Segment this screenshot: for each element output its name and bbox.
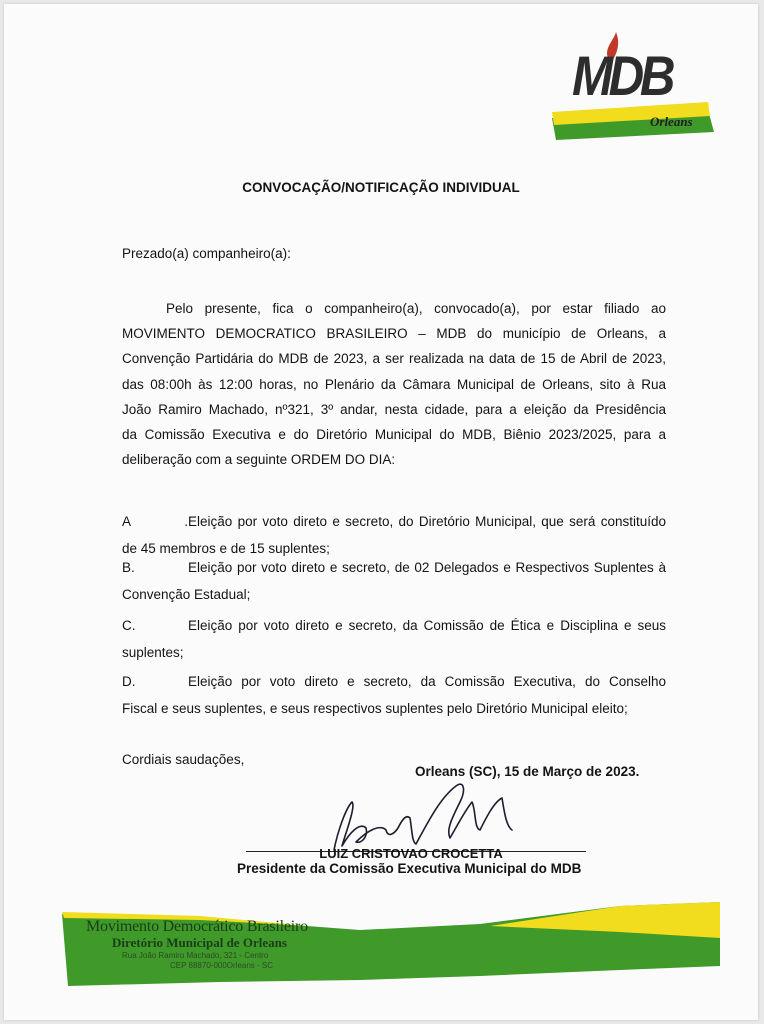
mdb-logo	[548, 30, 718, 148]
item-letter: D.	[122, 674, 136, 689]
signer-name: LUIZ CRISTOVAO CROCETTA	[319, 846, 503, 861]
item-text: Convenção Estadual;	[122, 587, 251, 602]
body-paragraph	[122, 296, 666, 472]
footer-directory: Diretório Municipal de Orleans	[112, 935, 287, 950]
body-line: Convenção Partidária do MDB de 2023, a ser realizada na data de 15 de Abril de 2023,	[122, 351, 666, 367]
item-text: suplentes;	[122, 645, 184, 660]
item-text: Eleição por voto direto e secreto, de 02 Delegados e Respectivos Suplentes à	[188, 560, 666, 575]
body-line: Pelo presente, fica o companheiro(a), convocado(a), por estar filiado ao	[166, 301, 666, 316]
logo-city: Orleans	[650, 114, 693, 129]
body-line: das 08:00h às 12:00 horas, no Plenário da Câmara Municipal de Orleans, sito à Rua	[122, 376, 666, 392]
item-letter: B.	[122, 560, 135, 575]
footer-address: Rua João Ramiro Machado, 321 - Centro	[122, 951, 269, 960]
footer-banner	[60, 896, 720, 990]
body-line: João Ramiro Machado, nº321, 3º andar, nesta cidade, para a eleição da Presidência	[122, 401, 666, 417]
item-text: Eleição por voto direto e secreto, da Comissão Executiva, do Conselho	[188, 674, 666, 689]
footer-party-name: Movimento Democrático Brasileiro	[86, 918, 308, 935]
agenda-item	[122, 668, 666, 722]
item-text: Eleição por voto direto e secreto, do Diretório Municipal, que será constituído	[188, 514, 666, 529]
item-text: Fiscal e seus suplentes, e seus respectivos suplentes pelo Diretório Municipal eleito;	[122, 701, 628, 716]
body-line: deliberação com a seguinte ORDEM DO DIA:	[122, 452, 396, 468]
document-title: CONVOCAÇÃO/NOTIFICAÇÃO INDIVIDUAL	[242, 180, 520, 195]
place-date: Orleans (SC), 15 de Março de 2023.	[415, 764, 640, 779]
closing-greeting: Cordiais saudações,	[122, 752, 245, 767]
agenda-item	[122, 612, 666, 666]
item-letter: C.	[122, 618, 136, 633]
salutation: Prezado(a) companheiro(a):	[122, 246, 291, 261]
item-letter: A .	[122, 514, 188, 529]
logo-mdb-text: MDB	[572, 44, 672, 107]
item-text: Eleição por voto direto e secreto, da Comissão de Ética e Disciplina e seus	[188, 618, 666, 633]
agenda-item	[122, 554, 666, 608]
signer-role: Presidente da Comissão Executiva Municipal do MDB	[237, 861, 582, 876]
item-text: de 45 membros e de 15 suplentes;	[122, 541, 330, 556]
body-line: da Comissão Executiva e do Diretório Municipal do MDB, Biênio 2023/2025, para a	[122, 427, 666, 443]
body-line: MOVIMENTO DEMOCRATICO BRASILEIRO – MDB do município de Orleans, a	[122, 326, 666, 342]
footer-cep: CEP 88870-000Orleans - SC	[170, 961, 274, 970]
